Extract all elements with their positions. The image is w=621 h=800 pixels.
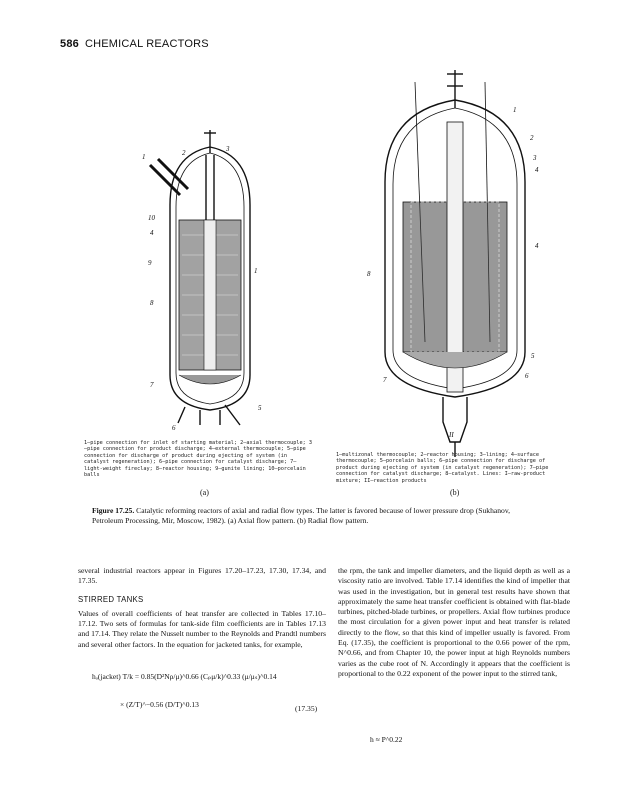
right-paragraph: the rpm, the tank and impeller diameters, and the liquid depth as well as a viscosity ratio are involved. Table 17.14 identifies the kind of impeller that was used in the investigation, but in general test results have shown that approximately the same heat transfer coefficient is obtained with flat-blade turbines, pitched-blade turbines, or propellers. Axial flow turbines produce the most circulation for a given power input and heat transfer is related directly to the flow, so that this kind of impeller usually is favored. From Eq. (17.35), the coefficient is proportional to the 0.66 power of the rpm, N^0.66, and from Chapter 10, the power input at high Reynolds numbers varies as the cube root of N. Accordingly it appears that the coefficient is proportional to the 0.22 exponent of the power input to the stirred tank, <box>338 566 570 678</box>
right-callout-4b: 4 <box>535 242 539 250</box>
left-paragraph: Values of overall coefficients of heat transfer are collected in Tables 17.10–17.12. Two sets of formulas for tank-side film coefficients are in Tables 17.13 and 17.14. They relate the Nusselt number to the Reynolds and Prandtl numbers and several other factors. In the equation for jacketed tanks, for example, <box>78 608 326 649</box>
left-intro: several industrial reactors appear in Figures 17.20–17.23, 17.30, 17.34, and 17.35. <box>78 566 326 586</box>
section-heading: STIRRED TANKS <box>78 594 144 604</box>
right-legend: 1—multizonal thermocouple; 2—reactor housing; 3—lining; 4—surface thermocouple; 5—porcelain balls; 6—pipe connection for discharge of product during ejecting of system (in catalyst regeneration); 7—pipe connection for catalyst discharge; 8—catalyst. Lines: I—raw-product mixture; II—reaction products <box>336 452 549 484</box>
left-callout-6: 6 <box>172 424 176 432</box>
left-callout-5: 5 <box>258 404 262 412</box>
axial-reactor-drawing <box>130 125 290 435</box>
left-callout-4: 4 <box>150 229 154 237</box>
eq-frac: T/k <box>122 672 133 681</box>
left-callout-7: 7 <box>150 381 154 389</box>
eq-rhs: = 0.85(D²Nρ/μ)^0.66 (Cₚμ/k)^0.33 (μ/μₛ)^0.14 <box>134 672 277 681</box>
figure-caption <box>92 506 530 526</box>
left-callout-10: 10 <box>148 214 155 222</box>
figure-caption-text: Catalytic reforming reactors of axial and radial flow types. The latter is favored because of lower pressure drop (Sukhanov, Petroleum Processing, Mir, Moscow, 1982). (a) Axial flow pattern. (b) Radial flow pattern. <box>92 506 511 525</box>
left-column <box>78 566 326 650</box>
right-callout-5: 5 <box>531 352 535 360</box>
equation-number: (17.35) <box>295 704 318 713</box>
right-callout-6: 6 <box>525 372 529 380</box>
right-callout-4a: 4 <box>535 166 539 174</box>
left-callout-3: 3 <box>226 145 230 153</box>
left-callout-9: 9 <box>148 259 152 267</box>
equation-line-2: × (Z/T)^−0.56 (D/T)^0.13 <box>120 700 199 709</box>
final-equation: h ≈ P^0.22 <box>370 735 403 744</box>
right-callout-1: 1 <box>513 106 517 114</box>
header-title: CHEMICAL REACTORS <box>84 38 209 50</box>
left-callout-1: 1 <box>142 153 146 161</box>
right-column <box>338 566 570 679</box>
left-callout-1b: 1 <box>254 267 258 275</box>
right-callout-3: 3 <box>533 154 537 162</box>
left-legend: 1—pipe connection for inlet of starting material; 2—axial thermocouple; 3—pipe connection for product discharge; 4—external thermocouple; 5—pipe connection for discharge of product during ejecting of system (in catalyst regeneration); 6—pipe connection for catalyst discharge; 7—light-weight fireclay; 8—reactor housing; 9—gunite lining; 10—porcelain balls <box>84 440 312 479</box>
eq-lhs: hₒ(jacket) <box>92 672 121 681</box>
left-callout-2: 2 <box>182 149 186 157</box>
right-callout-8: 8 <box>367 270 371 278</box>
right-callout-7: 7 <box>383 376 387 384</box>
right-callout-2: 2 <box>530 134 534 142</box>
figure-label-b: (b) <box>450 488 460 497</box>
equation-line-1 <box>92 672 277 681</box>
figure-label-a: (a) <box>200 488 209 497</box>
page-number: 586 <box>60 38 79 50</box>
figure-caption-label: Figure 17.25. <box>92 506 135 515</box>
left-callout-8: 8 <box>150 299 154 307</box>
radial-reactor-drawing <box>355 62 555 462</box>
running-header <box>60 38 209 50</box>
right-callout-II: II <box>449 431 454 439</box>
